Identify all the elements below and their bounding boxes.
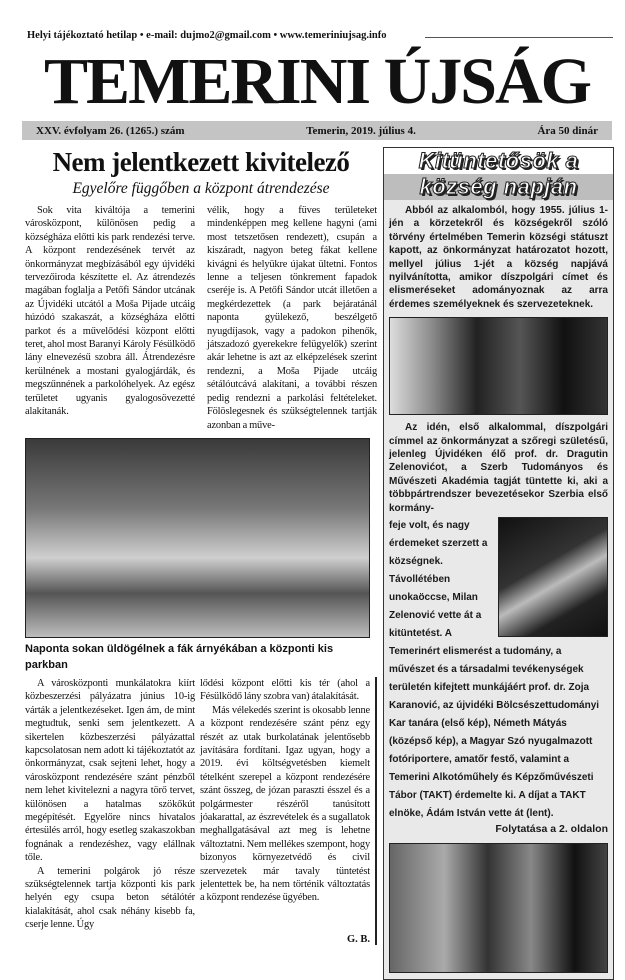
issue-number: XXV. évfolyam 26. (1265.) szám	[36, 124, 185, 137]
paragraph: A temerini polgárok jó része szükségtelennek tartja központi kis park helyén egy csupa beton sétálótér kialakítását, ahol csak néhány kisebb fa, cserje lenne. Úgy	[25, 865, 195, 931]
sidebar-paragraph-wrap: feje volt, és nagy érdemeket szerzett a községnek. Távollétében unokaöccse, Milan Zelenović vette át a kitüntetést. A Temerinért elismerést a tudomány, a művészet és a társadalmi tevékenységek területén kifejtett munkájáért prof. dr. Zoja Karanović, az újvidéki	[389, 520, 590, 712]
article-column-2-bottom	[200, 677, 370, 932]
paragraph: A városközponti munkálatokra kiírt közbeszerzési pályázatra június 10-ig várták a jelentkezéseket. Igen ám, de mint megtudtuk, senki sem jelentkezett. A sikertelen közbeszerzési pályázattal kapcsolatosan nem adott ki tájékoztatót az önkormányzat, csak sejteni lehet, hogy a városközpont rendezésére szánt pénzből nem lehet kivitelezni a nagyra törő tervet, különösen a hatalmas szökőkút megépítését. Egyelőre nincs hivatalos értesülés arról, hogy esetleg szakaszokban fognának a rendezéshez, vagy elállnak tőle.	[25, 677, 195, 864]
sidebar-intro: Abból az alkalomból, hogy 1955. július 1-jén a körzetekről és községekről szóló törvény értelmében Temerin községi státuszt kapott, az önkormányzat határozatot hozott, mellyel július 1-jét a község napjává nyilvánította, amikor díszpolgári címet és elismeréseket adományoznak az arra érdemes személyeknek és szervezeteknek.	[389, 205, 608, 310]
tagline: Helyi tájékoztató hetilap • e-mail: dujmo2@gmail.com • www.temeriniujsag.info	[27, 30, 387, 41]
divider	[425, 37, 613, 38]
article-headline: Nem jelentkezett kivitelező	[52, 147, 350, 177]
photo-caption: Naponta sokan üldögélnek a fák árnyékában a központi kis parkban	[25, 642, 334, 671]
sidebar-title-line-2: község napján	[384, 174, 613, 200]
paragraph: lődési központ előtti kis tér (ahol a Fésülködő lány szobra van) átalakítását.	[200, 677, 370, 703]
award-photo-2	[498, 517, 608, 637]
article-column-1-bottom	[25, 677, 195, 932]
article-top-columns	[25, 204, 377, 432]
article-column-2-top	[207, 204, 377, 432]
issue-bar	[22, 121, 612, 140]
article-subhead: Egyelőre függőben a központ átrendezése	[72, 180, 330, 197]
sidebar-paragraph: Az idén, első alkalommal, díszpolgári címmel az önkormányzat a szőregi születésű, jelenleg Újvidéken élő prof. dr. Dragutin Zelenovićot, a Szerb Tudományos és Művészeti Akadémia tagját tüntette ki, aki a többpártrendszer bevezetésekor Szerbia első kormány-	[389, 422, 608, 514]
article-column-1-top	[25, 204, 195, 432]
issue-date: Temerin, 2019. július 4.	[306, 124, 416, 137]
awards-sidebar	[383, 147, 614, 980]
sidebar-paragraph-rest: Bölcsészettudományi Kar tanára (első kép), Németh Mátyás (középső kép), a Magyar Szó nyugalmazott fotóriportere, amatőr festő, valamint a Temerini Alkotóműhely és Képzőművészeti Tábor (TAKT) érdemelte ki. A díjat a TAKT elnöke, Ádám István vette át (lent).	[389, 700, 600, 820]
main-article	[25, 146, 377, 945]
sidebar-title-line-1: Kitüntetősök a	[384, 148, 613, 174]
award-photo-1	[389, 317, 608, 415]
masthead: TEMERINI ÚJSÁG	[44, 45, 590, 118]
article-bottom-columns	[25, 677, 370, 932]
paragraph: Más vélekedés szerint is okosabb lenne a központ rendezésére szánt pénz egy részét az utak burkolatának jelentősebb javítására fordítani. Igaz ugyan, hogy a 2019. évi költségvetésben kiemelt tételként szerepel a központ rendezésére szánt összeg, de józan paraszti ésszel és a polgármester részéről tanúsított jóakarattal, az észrevételek és a sugallatok meghallgatásával azt meg is lehetne változtatni. Nem mellékes szempont, hogy bizonyos környezetvédő és civil szervezetek már tavaly tüntetést jelentettek be, ha nem történik változtatás a központ rendezése ügyében.	[200, 704, 370, 904]
author-initials: G. B.	[346, 933, 370, 945]
continued-link[interactable]: Folytatása a 2. oldalon	[495, 823, 608, 836]
sidebar-title	[384, 148, 613, 200]
price: Ára 50 dinár	[537, 124, 598, 137]
award-photo-3	[389, 843, 608, 973]
article-bottom	[25, 677, 377, 945]
park-photo	[25, 438, 370, 638]
paragraph: vélik, hogy a füves területeket mindenképpen meg kellene hagyni (ami most tetszetősen rendezett), csupán a kiszáradt, nagyon beteg fákat kellene kivágni és helyükre újakat ültetni. Fontos lenne a teljesen tönkrement fapadok cseréje is. A Petőfi Sándor utcát illetően a megkérdezettek (a park bejáratánál naponta gyülekező, beszélgető nyugdíjasok, vagy a padokon pihenők, játszadozó gyerekekre felügyelők) szerint akár lehetne is azt az elképzelések szerint rendezni, a Moša Pijade utcáig sétálóutcává alakítani, a további részen pedig rendezni a parkolási feltételeket. Fölöslegesnek és szükségtelennek tartják azonban a műve-	[207, 205, 377, 431]
paragraph: Sok vita kiváltója a temerini városközpont, különösen pedig a községháza előtti kis park rendezési terve. A központ rendezésének tervét az önkormányzat megbízásából egy újvidéki tervezőiroda készítette el. Az átrendezés magában foglalja a Petőfi Sándor utcának az Újvidéki utcától a Moša Pijade utcáig húzódó szakaszát, a községháza előtti parkot és a művelődési központ előtti teret, ahol most Baranyi Károly Fésülködő lány elnevezésű szobra áll. Átrendezésre kerülnének a mostani gyalogjárdák, és megszűnnének a parkolóhelyek. Az egész területet ugyanis gyalogosövezetté alakítanák.	[25, 205, 195, 418]
